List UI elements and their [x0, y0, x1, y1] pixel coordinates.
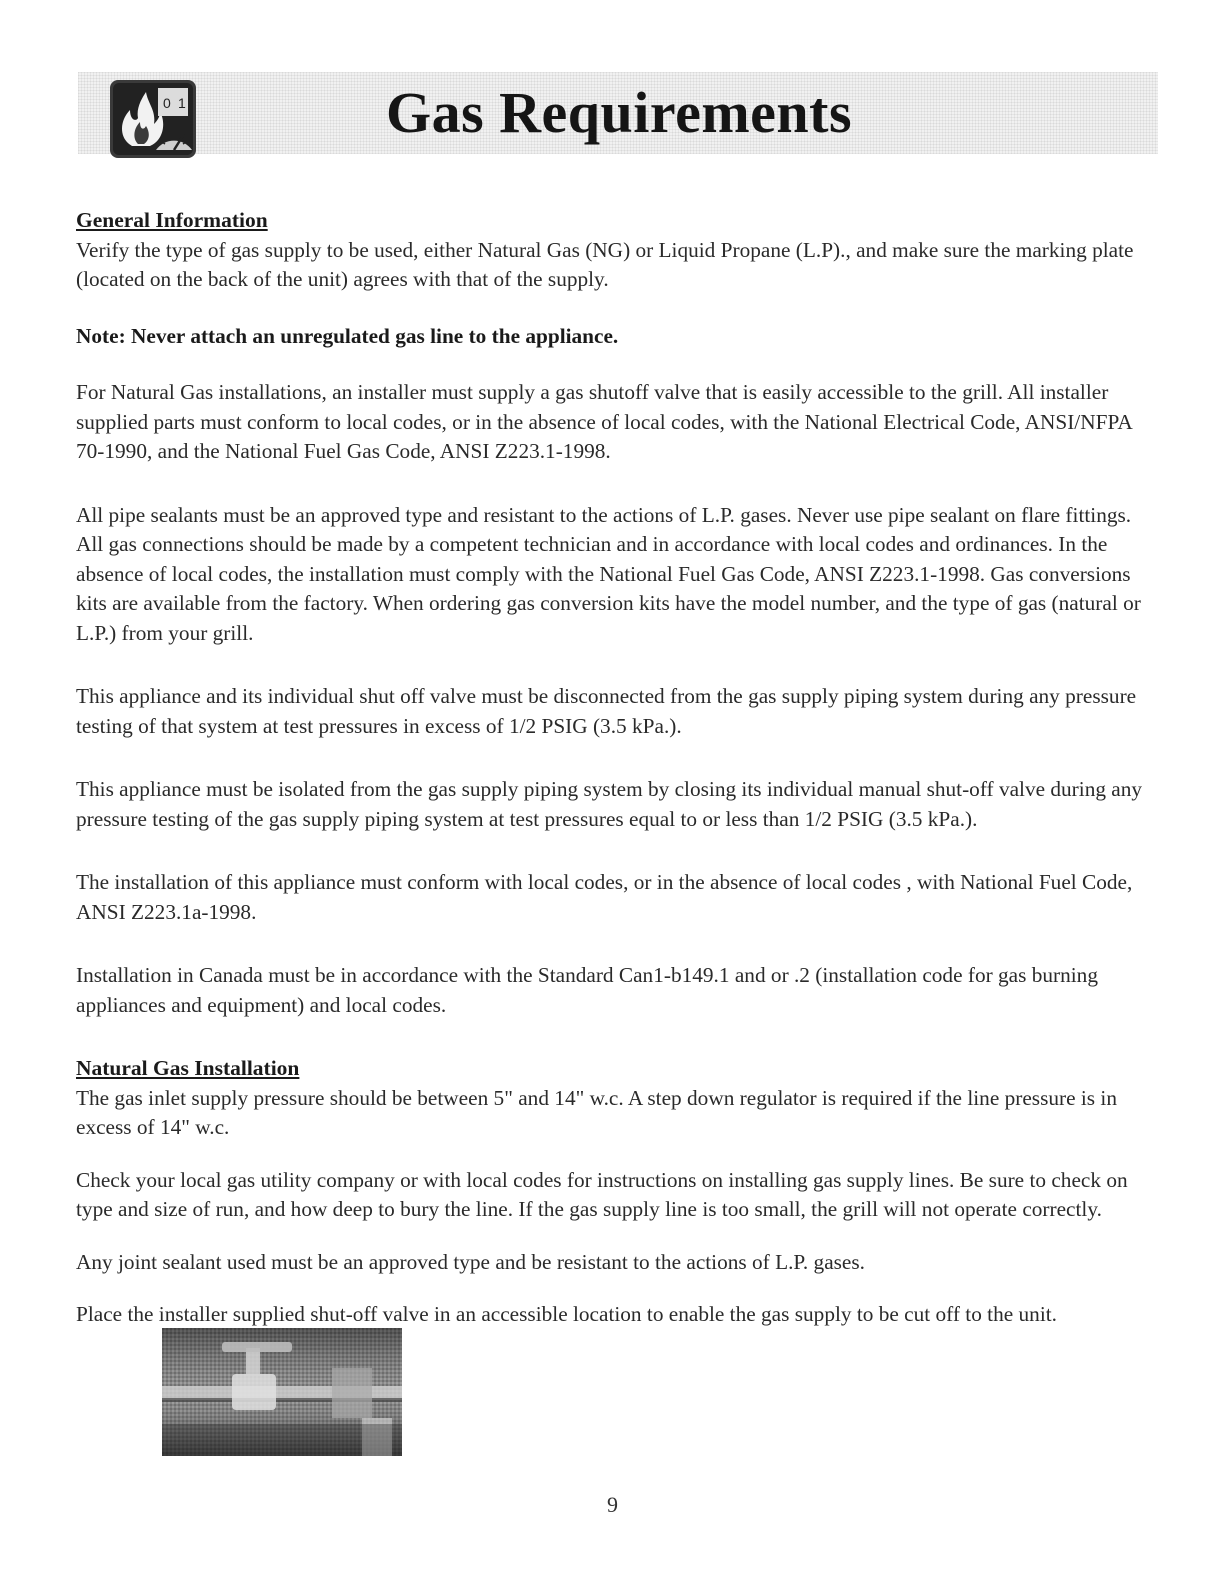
section-heading-natural-gas: Natural Gas Installation: [76, 1056, 300, 1080]
gas-flame-gauge-icon: [110, 80, 196, 158]
page-number: 9: [607, 1492, 618, 1517]
paragraph: All pipe sealants must be an approved type and resistant to the actions of L.P. gases. Never use pipe sealant on flare fittings. All gas connections should be made by a competent technician and in accordance with local codes and ordinances. In the absence of local codes, the installation must comply with the National Fuel Gas Code, ANSI Z223.1-1998. Gas conversions kits are available from the factory. When ordering gas conversion kits have the model number, and the type of gas (natural or L.P.) from your grill.: [76, 502, 1141, 645]
paragraph: Check your local gas utility company or with local codes for instructions on installing gas supply lines. Be sure to check on type and size of run, and how deep to bury the line. If the gas supply line is too small, the grill will not operate correctly.: [76, 1167, 1128, 1221]
paragraph: This appliance must be isolated from the gas supply piping system by closing its individual manual shut-off valve during any pressure testing of the gas supply piping system at test pressures equal to or less than 1/2 PSIG (3.5 kPa.).: [76, 777, 1143, 831]
svg-text:1: 1: [178, 95, 186, 111]
paragraph: Any joint sealant used must be an approved type and be resistant to the actions of L.P. gases.: [76, 1249, 865, 1274]
document-body: [76, 206, 1146, 1330]
paragraph: Verify the type of gas supply to be used, either Natural Gas (NG) or Liquid Propane (L.P)., and make sure the marking plate (located on the back of the unit) agrees with that of the supply.: [76, 237, 1134, 291]
page-title: Gas Requirements: [385, 80, 853, 145]
paragraph: Installation in Canada must be in accordance with the Standard Can1-b149.1 and or .2 (installation code for gas burning appliances and equipment) and local codes.: [76, 963, 1098, 1017]
paragraph: The installation of this appliance must conform with local codes, or in the absence of local codes , with National Fuel Code, ANSI Z223.1a-1998.: [76, 870, 1133, 924]
note-warning: Note: Never attach an unregulated gas line to the appliance.: [76, 323, 619, 348]
svg-text:0: 0: [163, 95, 171, 111]
shutoff-valve-photo: [162, 1328, 402, 1456]
paragraph: Place the installer supplied shut-off valve in an accessible location to enable the gas supply to be cut off to the unit.: [76, 1302, 1057, 1326]
paragraph: This appliance and its individual shut off valve must be disconnected from the gas supply piping system during any pressure testing of that system at test pressures in excess of 1/2 PSIG (3.5 kPa.).: [76, 684, 1137, 738]
paragraph: The gas inlet supply pressure should be between 5" and 14" w.c. A step down regulator is required if the line pressure is in excess of 14" w.c.: [76, 1085, 1117, 1139]
paragraph: For Natural Gas installations, an installer must supply a gas shutoff valve that is easily accessible to the grill. All installer supplied parts must conform to local codes, or in the absence of local codes, with the National Electrical Code, ANSI/NFPA 70-1990, and the National Fuel Gas Code, ANSI Z223.1-1998.: [76, 380, 1132, 463]
section-heading-general: General Information: [76, 208, 268, 232]
